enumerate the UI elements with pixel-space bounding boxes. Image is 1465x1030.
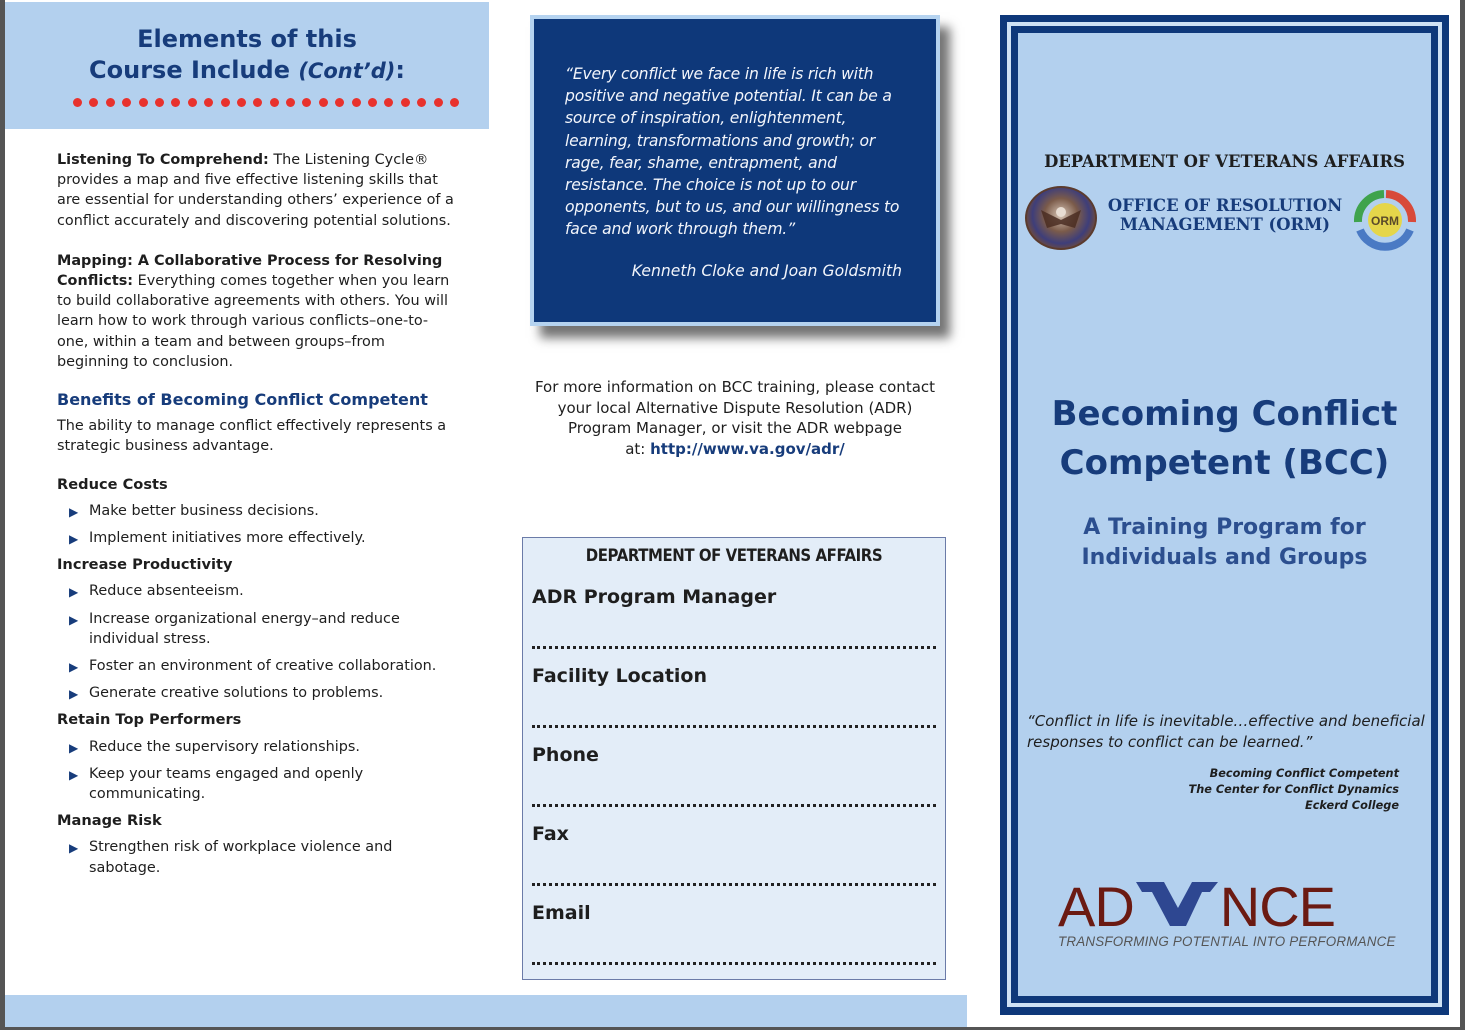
advance-logo: [1058, 875, 1398, 953]
triangle-bullet-icon: ▶: [69, 532, 79, 547]
cover-citation: [1150, 766, 1399, 814]
info-text: [525, 377, 945, 459]
title-continued: (Cont’d): [298, 59, 396, 83]
benefit-list: [57, 581, 457, 703]
contact-field-blank-line[interactable]: [532, 962, 936, 965]
benefit-item: [69, 581, 457, 601]
divider-dot: [171, 98, 180, 107]
contact-field-blank-line[interactable]: [532, 883, 936, 886]
contact-card-title: DEPARTMENT OF VETERANS AFFAIRS: [585, 546, 883, 566]
benefit-item: [69, 656, 457, 676]
divider-dot: [237, 98, 246, 107]
cover-subtitle-line-2: Individuals and Groups: [1081, 545, 1368, 570]
office-line-2: MANAGEMENT (ORM): [1119, 215, 1331, 234]
section-body: The Listening Cycle® provides a map and five effective listening skills that are essential for understanding others’ experience of a conflict accurately and discovering potential solutions.: [57, 152, 454, 229]
info-body: For more information on BCC training, please contact your local Alternative Dispute Resolution (ADR) Program Manager, or visit the ADR webpage: [534, 378, 936, 437]
benefit-item-text: Strengthen risk of workplace violence and sabotage.: [89, 839, 393, 876]
contact-field-label: ADR Program Manager: [532, 586, 777, 608]
benefit-item-text: Implement initiatives more effectively.: [89, 530, 366, 547]
section-listening: [57, 150, 457, 231]
office-line-1: OFFICE OF RESOLUTION: [1107, 196, 1343, 215]
section-mapping: [57, 251, 457, 372]
orm-logo-icon: [1350, 188, 1420, 252]
triangle-bullet-icon: ▶: [69, 504, 79, 519]
title-line-1: Elements of this: [137, 25, 357, 53]
benefit-list: [57, 737, 457, 805]
benefit-group-title: Retain Top Performers: [57, 711, 242, 729]
divider-dot: [221, 98, 230, 107]
benefit-item: [69, 737, 457, 757]
divider-dot: [188, 98, 197, 107]
triangle-bullet-icon: ▶: [69, 612, 79, 627]
contact-field: [532, 665, 936, 687]
triangle-bullet-icon: ▶: [69, 841, 79, 856]
cover-title-line-1: Becoming Conflict: [1051, 394, 1398, 434]
adr-webpage-link[interactable]: http://www.va.gov/adr/: [650, 439, 845, 458]
contact-field: [532, 823, 936, 845]
contact-field-label: Fax: [532, 823, 569, 845]
contact-card: [522, 537, 946, 980]
office-name: [1100, 196, 1350, 234]
divider-dot: [450, 98, 459, 107]
advance-wordmark: [1058, 875, 1336, 938]
citation-line: The Center for Conflict Dynamics: [1188, 783, 1399, 796]
quote-box: [530, 15, 940, 326]
benefit-item: [69, 837, 457, 877]
divider-dot: [106, 98, 115, 107]
cover-subtitle-line-1: A Training Program for: [1083, 515, 1366, 540]
divider-dot: [89, 98, 98, 107]
benefits-intro: The ability to manage conflict effectively represents a strategic business advantage.: [57, 418, 447, 455]
va-seal-icon: [1025, 186, 1097, 250]
benefit-item-text: Foster an environment of creative collaboration.: [89, 658, 437, 675]
divider-dot: [139, 98, 148, 107]
benefits-title: Benefits of Becoming Conflict Competent: [57, 390, 428, 410]
benefit-group-title: Reduce Costs: [57, 475, 168, 493]
cover-subtitle: [1018, 513, 1431, 573]
advance-v-mark-icon: [1134, 878, 1220, 928]
cover-quote: “Conflict in life is inevitable…effective and beneficial responses to conflict can be learned.”: [1027, 712, 1425, 751]
triangle-bullet-icon: ▶: [69, 740, 79, 755]
info-at-label: at:: [625, 439, 651, 458]
section-body: Everything comes together when you learn to build collaborative agreements with others. You will learn how to work through various conflicts–one-to-one, within a team and between groups–from beginning to conclusion.: [57, 273, 450, 370]
divider-dot: [434, 98, 443, 107]
dotted-divider: [73, 98, 466, 107]
triangle-bullet-icon: ▶: [69, 585, 79, 600]
citation-line: Eckerd College: [1305, 799, 1399, 812]
section-heading: Listening To Comprehend:: [57, 152, 269, 168]
benefit-item-text: Generate creative solutions to problems.: [89, 685, 384, 702]
title-line-2: Course Include: [89, 56, 299, 84]
contact-field-label: Phone: [532, 744, 599, 766]
advance-word-pre: AD: [1058, 875, 1134, 938]
page-frame-left: [0, 0, 5, 1030]
contact-field: [532, 586, 936, 608]
triangle-bullet-icon: ▶: [69, 660, 79, 675]
department-name: DEPARTMENT OF VETERANS AFFAIRS: [1044, 152, 1405, 171]
page-frame-right: [1460, 0, 1465, 1030]
benefit-list: [57, 837, 457, 877]
advance-tagline: TRANSFORMING POTENTIAL INTO PERFORMANCE: [1058, 934, 1396, 949]
contact-field-label: Email: [532, 902, 591, 924]
contact-field-blank-line[interactable]: [532, 646, 936, 649]
left-panel-title: [5, 2, 489, 87]
benefit-item: [69, 609, 457, 649]
contact-field-blank-line[interactable]: [532, 725, 936, 728]
divider-dot: [384, 98, 393, 107]
benefit-groups: [57, 475, 457, 878]
benefit-item: [69, 683, 457, 703]
benefit-item-text: Increase organizational energy–and reduce individual stress.: [89, 610, 400, 647]
title-colon: :: [395, 56, 405, 84]
divider-dot: [73, 98, 82, 107]
benefit-group-title: Increase Productivity: [57, 556, 233, 574]
benefit-item: [69, 528, 457, 548]
advance-word-post: NCE: [1219, 875, 1336, 938]
benefit-item-text: Keep your teams engaged and openly communicating.: [89, 765, 364, 803]
divider-dot: [417, 98, 426, 107]
left-panel-header: [5, 2, 489, 129]
benefit-list: [57, 501, 457, 548]
section-heading: Mapping: A Collaborative Process for Resolving Conflicts:: [57, 252, 443, 290]
divider-dot: [368, 98, 377, 107]
quote-text: “Every conflict we face in life is rich with positive and negative potential. It can be a source of inspiration, enlightenment, learning, transformations and growth; or rage, fear, shame, entrapment, and resistance. The choice is not up to our opponents, but to us, and our willingness to face and work through them.”: [565, 65, 900, 239]
divider-dot: [286, 98, 295, 107]
divider-dot: [122, 98, 131, 107]
benefit-item-text: Make better business decisions.: [89, 502, 319, 519]
bottom-band: [5, 995, 967, 1027]
orm-logo-text: ORM: [1371, 214, 1399, 228]
divider-dot: [401, 98, 410, 107]
citation-line: Becoming Conflict Competent: [1209, 767, 1399, 780]
divider-dot: [335, 98, 344, 107]
benefit-item-text: Reduce the supervisory relationships.: [89, 738, 360, 755]
contact-field-blank-line[interactable]: [532, 804, 936, 807]
contact-field-label: Facility Location: [532, 665, 707, 687]
cover-title: [1018, 390, 1431, 488]
quote-author: Kenneth Cloke and Joan Goldsmith: [631, 262, 902, 280]
divider-dot: [253, 98, 262, 107]
benefit-group-title: Manage Risk: [57, 812, 162, 830]
cover-title-line-2: Competent (BCC): [1059, 443, 1390, 483]
divider-dot: [319, 98, 328, 107]
divider-dot: [302, 98, 311, 107]
benefit-item: [69, 764, 457, 804]
benefit-item-text: Reduce absenteeism.: [89, 583, 244, 600]
contact-field: [532, 744, 936, 766]
divider-dot: [204, 98, 213, 107]
divider-dot: [352, 98, 361, 107]
benefit-item: [69, 501, 457, 521]
divider-dot: [155, 98, 164, 107]
triangle-bullet-icon: ▶: [69, 767, 79, 782]
triangle-bullet-icon: ▶: [69, 687, 79, 702]
divider-dot: [270, 98, 279, 107]
left-panel-body: [57, 150, 457, 885]
contact-field: [532, 902, 936, 924]
